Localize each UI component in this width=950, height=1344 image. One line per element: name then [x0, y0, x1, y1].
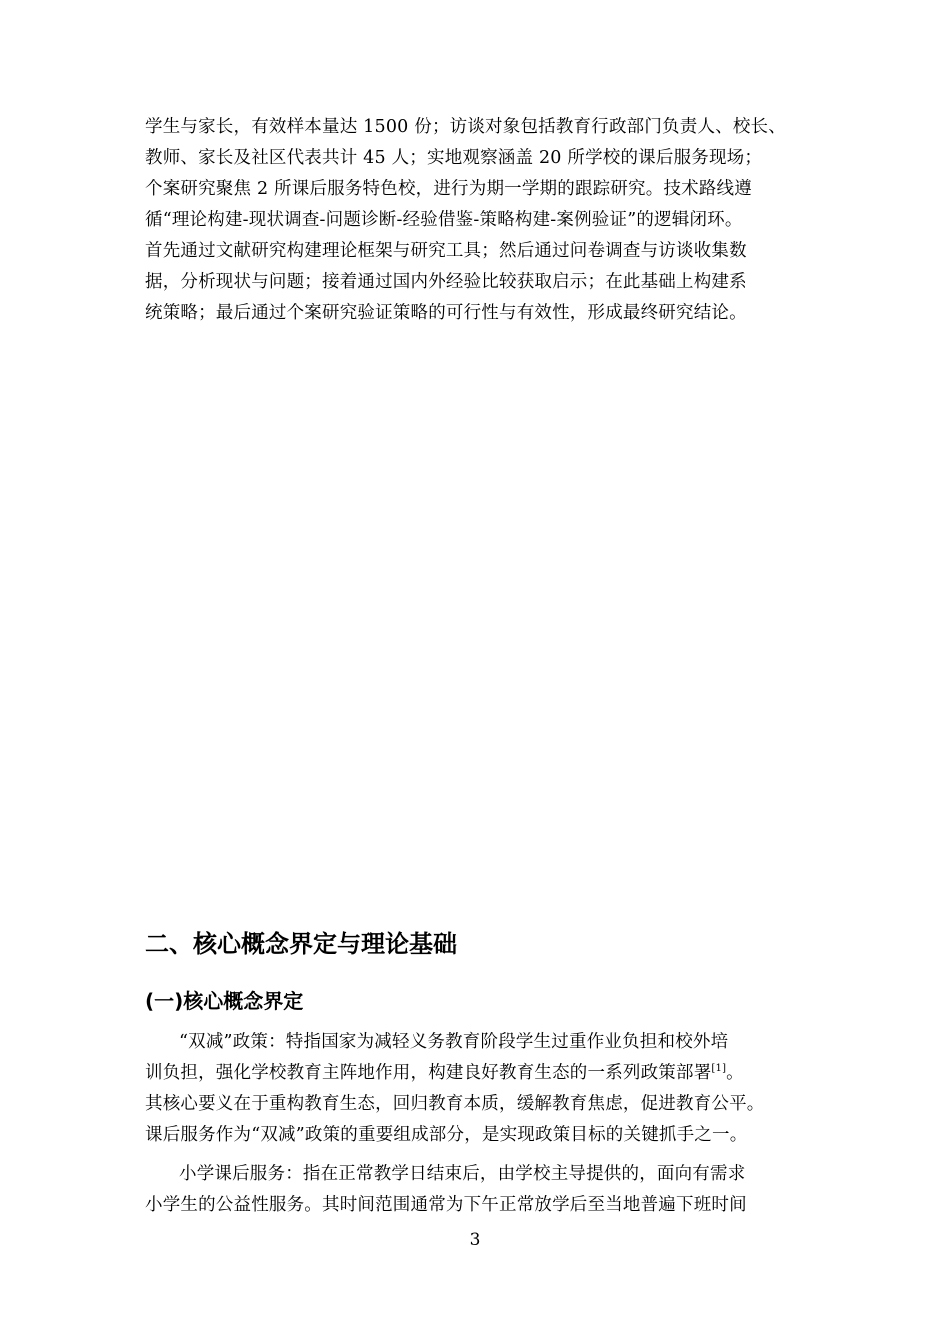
paragraph-line: “双减”政策：特指国家为减轻义务教育阶段学生过重作业负担和校外培	[179, 1032, 729, 1052]
definition-double-reduction	[145, 1027, 825, 1151]
paragraph-line: 课后服务作为“双减”政策的重要组成部分，是实现政策目标的关键抓手之一。	[145, 1125, 748, 1145]
paragraph-line: 小学课后服务：指在正常教学日结束后，由学校主导提供的，面向有需求	[179, 1164, 746, 1184]
subsection-heading: (一)核心概念界定	[145, 989, 304, 1013]
definition-after-school-service	[145, 1159, 825, 1221]
paragraph-line	[145, 1058, 825, 1089]
line-text: 训负担，强化学校教育主阵地作用，构建良好教育生态的一系列政策部署	[145, 1063, 712, 1083]
section-heading: 二、核心概念界定与理论基础	[145, 930, 457, 958]
paragraph-line: 据，分析现状与问题；接着通过国内外经验比较获取启示；在此基础上构建系	[145, 272, 747, 292]
page-number: 3	[469, 1230, 481, 1250]
paragraph-line: 统策略；最后通过个案研究验证策略的可行性与有效性，形成最终研究结论。	[145, 303, 747, 323]
paragraph-line: 个案研究聚焦 2 所课后服务特色校，进行为期一学期的跟踪研究。技术路线遵	[145, 179, 752, 199]
intro-paragraph	[145, 112, 825, 329]
paragraph-line: 小学生的公益性服务。其时间范围通常为下午正常放学后至当地普遍下班时间	[145, 1195, 747, 1215]
paragraph-line: 学生与家长，有效样本量达 1500 份；访谈对象包括教育行政部门负责人、校长、	[145, 117, 786, 137]
paragraph-line: 循“理论构建-现状调查-问题诊断-经验借鉴-策略构建-案例验证”的逻辑闭环。	[145, 210, 743, 230]
paragraph-line: 首先通过文献研究构建理论框架与研究工具；然后通过问卷调查与访谈收集数	[145, 241, 747, 261]
citation-marker[interactable]: [1]	[711, 1063, 727, 1075]
paragraph-line: 其核心要义在于重构教育生态，回归教育本质，缓解教育焦虑，促进教育公平。	[145, 1094, 765, 1114]
line-end: 。	[726, 1063, 744, 1083]
paragraph-line: 教师、家长及社区代表共计 45 人；实地观察涵盖 20 所学校的课后服务现场；	[145, 148, 763, 168]
